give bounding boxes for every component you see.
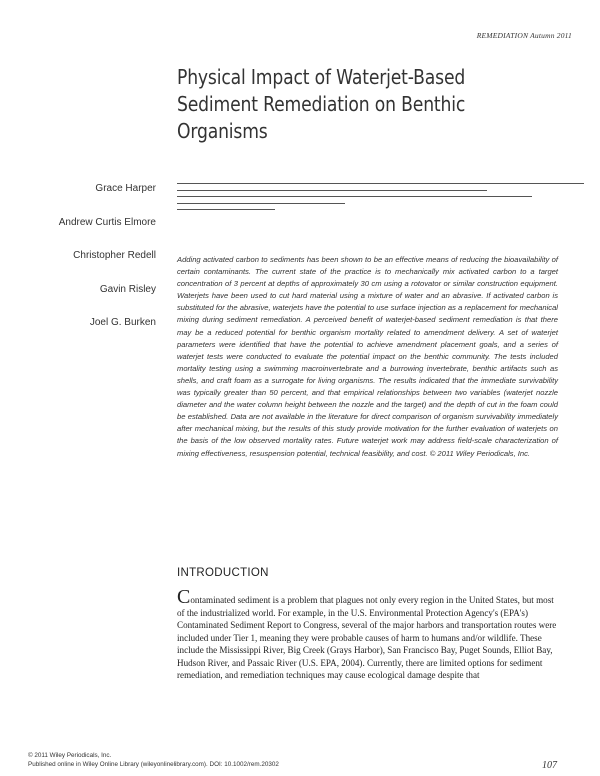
introduction-text: ontaminated sediment is a problem that plagues not only every region in the United States, but most of the industrialized world. For example, in the U.S. Environmental Protection Agency's (EPA's) Contaminated Sediment Report to Congress, several of the major harbors and transportation routes were included under Tier 1, meaning they were probable causes of harm to humans and/or wildlife. These include the Mississippi River, Big Creek (Grays Harbor), San Francisco Bay, Puget Sounds, Elliot Bay, Hudson River, and Passaic River (U.S. EPA, 2004). Currently, there are limited options for sediment remediation, and remediation techniques may cause ecological damage despite that [177,595,557,680]
author-name: Andrew Curtis Elmore [58,216,156,228]
author-list [40,182,156,350]
journal-header: REMEDIATION Autumn 2011 [476,31,572,40]
abstract: Adding activated carbon to sediments has been shown to be an effective means of reducing the bioavailability of certain contaminants. The current state of the practice is to mechanically mix activated carbon to a target concentration of 3 percent at depths of approximately 30 cm using a rotovator or similar construction equipment. Waterjets have been used to cut hard material using a mixture of water and an abrasive. If activated carbon is substituted for the abrasive, waterjets have the potential to use surface injection as a replacement for mechanical mixing during sediment remediation. A perceived benefit of waterjet-based sediment remediation is that there may be a reduced potential for benthic organism mortality related to amendment delivery. A set of waterjet parameters were identified that have the potential to achieve amendment placement goals, and a series of waterjet tests were conducted to evaluate the potential impact on the benthic community. The tests included mortality testing using a swimming macroinvertebrate and a burrowing invertebrate, benthic artifacts such as shells, and craft foam as a surrogate for living organisms. The results indicated that the immediate survivability was typically greater than 50 percent, and that empirical relationships between two variables (waterjet nozzle diameter and the water column height between the nozzle and the target) and the depth of cut in the foam could be established. Data are not available in the literature for direct comparison of organism survivability immediately after mechanical mixing, but the results of this study provide motivation for the further evaluation of waterjets on the basis of the low observed mortality rates. Future waterjet work may address field-scale characterization of mixing effectiveness, resuspension potential, technical feasibility, and cost. © 2011 Wiley Periodicals, Inc. [177,255,558,458]
introduction-paragraph [177,586,562,682]
rule-line [177,203,345,204]
rule-line [177,190,487,191]
page-number: 107 [542,760,557,771]
author-affiliation-rules [177,183,584,216]
author-name: Joel G. Burken [89,317,156,328]
author-name: Gavin Risley [99,283,156,295]
rule-line [177,196,532,197]
copyright-notice: © 2011 Wiley Periodicals, Inc. [28,752,112,759]
author-name: Grace Harper [95,183,156,194]
publication-info: Published online in Wiley Online Library (wileyonlinelibrary.com). DOI: 10.1002/rem.20302 [28,760,279,768]
footer [28,752,279,769]
rule-line [177,183,584,184]
section-heading: INTRODUCTION [177,567,269,579]
rule-line [177,209,275,210]
article-title: Physical Impact of Waterjet-Based Sediment Remediation on Benthic Organisms [177,65,466,143]
author-name: Christopher Redell [73,250,156,261]
drop-cap: C [177,586,191,608]
